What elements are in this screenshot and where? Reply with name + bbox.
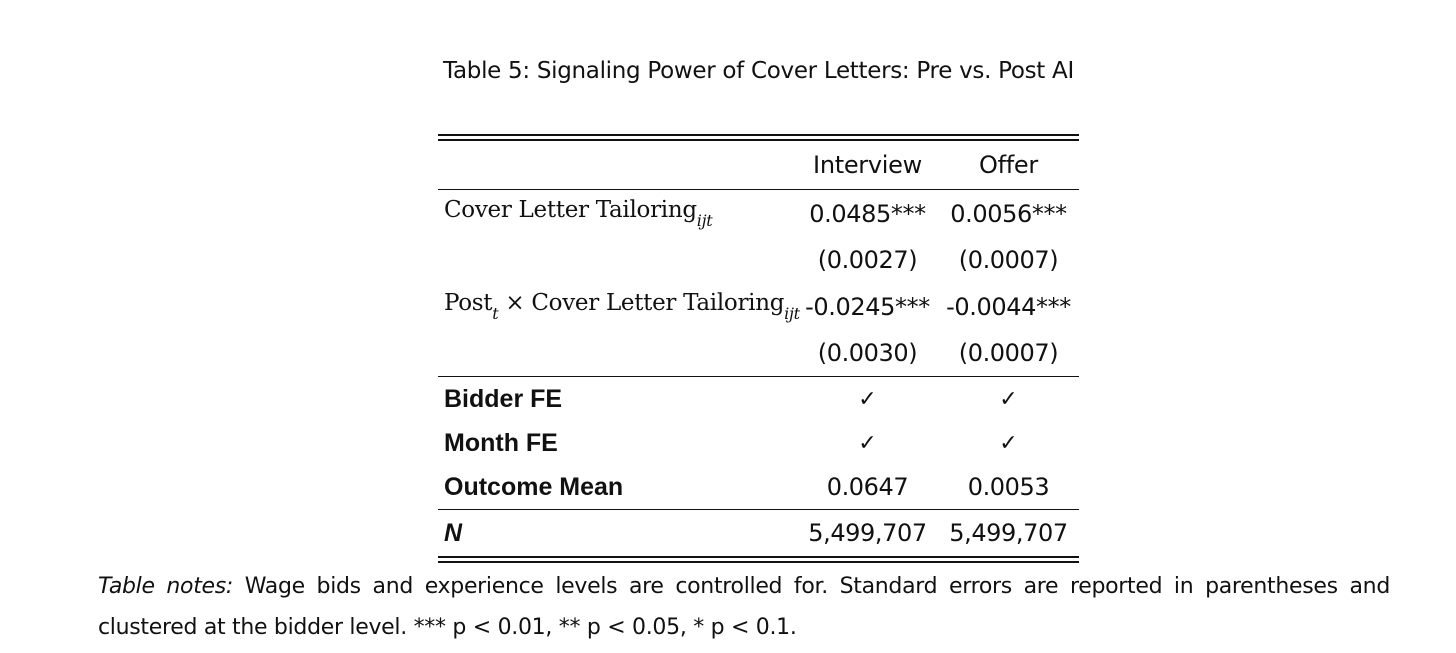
row-label-tailoring bbox=[438, 190, 797, 237]
month-fe-interview-check: ✓ bbox=[858, 430, 877, 456]
outcome-mean-interview: 0.0647 bbox=[826, 473, 909, 501]
interaction-label-text: × Cover Letter Tailoring bbox=[498, 290, 785, 316]
row-label-bidder-fe: Bidder FE bbox=[444, 384, 563, 413]
interaction-label-subscript: ijt bbox=[784, 304, 800, 323]
outcome-mean-offer: 0.0053 bbox=[967, 473, 1050, 501]
tailoring-label-subscript: ijt bbox=[696, 211, 713, 230]
post-interaction-interview-coef: -0.0245*** bbox=[805, 292, 930, 321]
table-row-bidder-fe bbox=[438, 377, 1079, 421]
top-rule bbox=[438, 134, 1079, 141]
tailoring-offer-se: (0.0007) bbox=[958, 246, 1059, 274]
n-offer: 5,499,707 bbox=[949, 519, 1068, 547]
tailoring-interview-coef: 0.0485*** bbox=[809, 199, 926, 228]
bidder-fe-interview-check: ✓ bbox=[858, 386, 877, 412]
column-header-offer: Offer bbox=[979, 151, 1038, 179]
n-interview: 5,499,707 bbox=[808, 519, 927, 547]
table-row-tailoring-se bbox=[438, 237, 1079, 283]
table-notes bbox=[98, 566, 1390, 648]
row-label-n: N bbox=[444, 518, 463, 547]
table-row-outcome-mean bbox=[438, 465, 1079, 509]
table-row-month-fe bbox=[438, 421, 1079, 465]
month-fe-offer-check: ✓ bbox=[999, 430, 1018, 456]
tailoring-interview-se: (0.0027) bbox=[817, 246, 918, 274]
blank-cell bbox=[438, 330, 797, 376]
table-caption: Table 5: Signaling Power of Cover Letters: Pre vs. Post AI bbox=[443, 58, 1074, 84]
table-row-post-interaction bbox=[438, 283, 1079, 330]
table-notes-body: Wage bids and experience levels are controlled for. Standard errors are reported in parentheses and clustered at the bidder level. *** p < 0.01, ** p < 0.05, * p < 0.1. bbox=[98, 574, 1390, 640]
tailoring-offer-coef: 0.0056*** bbox=[950, 199, 1067, 228]
blank-cell bbox=[438, 237, 797, 283]
regression-table bbox=[438, 134, 1079, 563]
row-label-outcome-mean: Outcome Mean bbox=[444, 472, 624, 501]
bottom-rule bbox=[438, 556, 1079, 563]
column-header-interview: Interview bbox=[813, 151, 922, 179]
table-notes-lead: Table notes: bbox=[98, 574, 234, 599]
post-interaction-offer-coef: -0.0044*** bbox=[946, 292, 1071, 321]
header-blank bbox=[438, 141, 797, 189]
post-interaction-offer-se: (0.0007) bbox=[958, 339, 1059, 367]
row-label-post-interaction bbox=[438, 283, 800, 330]
table-row-post-interaction-se bbox=[438, 330, 1079, 376]
bidder-fe-offer-check: ✓ bbox=[999, 386, 1018, 412]
row-label-month-fe: Month FE bbox=[444, 428, 558, 457]
tailoring-label-text: Cover Letter Tailoring bbox=[444, 197, 697, 223]
post-label-text: Post bbox=[444, 290, 493, 316]
table-row-tailoring bbox=[438, 190, 1079, 237]
post-interaction-interview-se: (0.0030) bbox=[817, 339, 918, 367]
table-row-n bbox=[438, 510, 1079, 556]
post-label-subscript: t bbox=[492, 304, 499, 323]
header-row bbox=[438, 141, 1079, 189]
